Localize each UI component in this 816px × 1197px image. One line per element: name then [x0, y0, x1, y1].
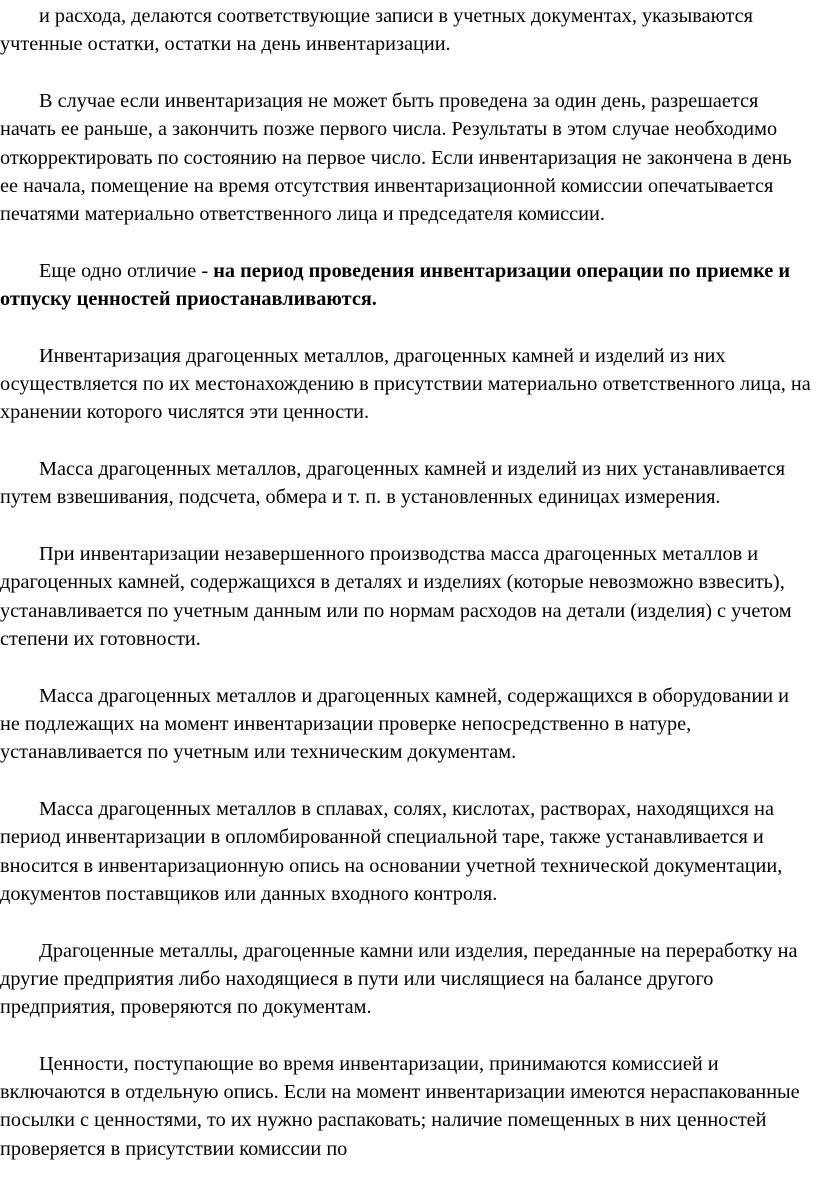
paragraph-alloys-solutions: Масса драгоценных металлов в сплавах, солях, кислотах, растворах, находящихся на период инвентаризации в опломбированной специальной таре, также устанавливается и вносится в инвентаризационную опись на основании учетной технической документации, документов поставщиков или данных входного контроля.	[0, 797, 783, 905]
paragraph-incoming-valuables: Ценности, поступающие во время инвентаризации, принимаются комиссией и включаются в отдельную опись. Если на момент инвентаризации имеются нераспакованные посылки с ценностями, то их нужно распаковать; наличие помещенных в них ценностей проверяется в присутствии комиссии по	[0, 1052, 800, 1160]
paragraph-bold-emphasis: на период проведения инвентаризации операции по приемке и отпуску ценностей приостанавливаются.	[0, 259, 791, 311]
paragraph-equipment-content: Масса драгоценных металлов и драгоценных камней, содержащихся в оборудовании и не подлежащих на момент инвентаризации проверке непосредственно в натуре, устанавливается по учетным или техническим документам.	[0, 684, 789, 764]
paragraph-lead-text: Еще одно отличие -	[39, 259, 214, 282]
paragraph-transferred-valuables: Драгоценные металлы, драгоценные камни или изделия, переданные на переработку на другие предприятия либо находящиеся в пути или числящиеся на балансе другого предприятия, проверяются по документам.	[0, 939, 798, 1019]
paragraph-operations-suspended	[0, 257, 812, 314]
paragraph-mass-measurement: Масса драгоценных металлов, драгоценных камней и изделий из них устанавливается путем взвешивания, подсчета, обмера и т. п. в установленных единицах измерения.	[0, 458, 786, 509]
paragraph-precious-location: Инвентаризация драгоценных металлов, драгоценных камней и изделий из них осуществляется по их местонахождению в присутствии материально ответственного лица, на хранении которого числятся эти ценности.	[0, 344, 811, 424]
paragraph-multi-day-inventory: В случае если инвентаризация не может быть проведена за один день, разрешается начать ее раньше, а закончить позже первого числа. Результаты в этом случае необходимо откорректировать по состоянию на первое число. Если инвентаризация не закончена в день ее начала, помещение на время отсутствия инвентаризационной комиссии опечатывается печатями материально ответственного лица и председателя комиссии.	[0, 89, 792, 226]
paragraph-unfinished-production: При инвентаризации незавершенного производства масса драгоценных металлов и драгоценных камней, содержащихся в деталях и изделиях (которые невозможно взвесить), устанавливается по учетным данным или по нормам расходов на детали (изделия) с учетом степени их готовности.	[0, 543, 792, 650]
paragraph-continuation: и расхода, делаются соответствующие записи в учетных документах, указываются учтенные остатки, остатки на день инвентаризации.	[0, 5, 753, 56]
document-body	[0, 2, 812, 1191]
